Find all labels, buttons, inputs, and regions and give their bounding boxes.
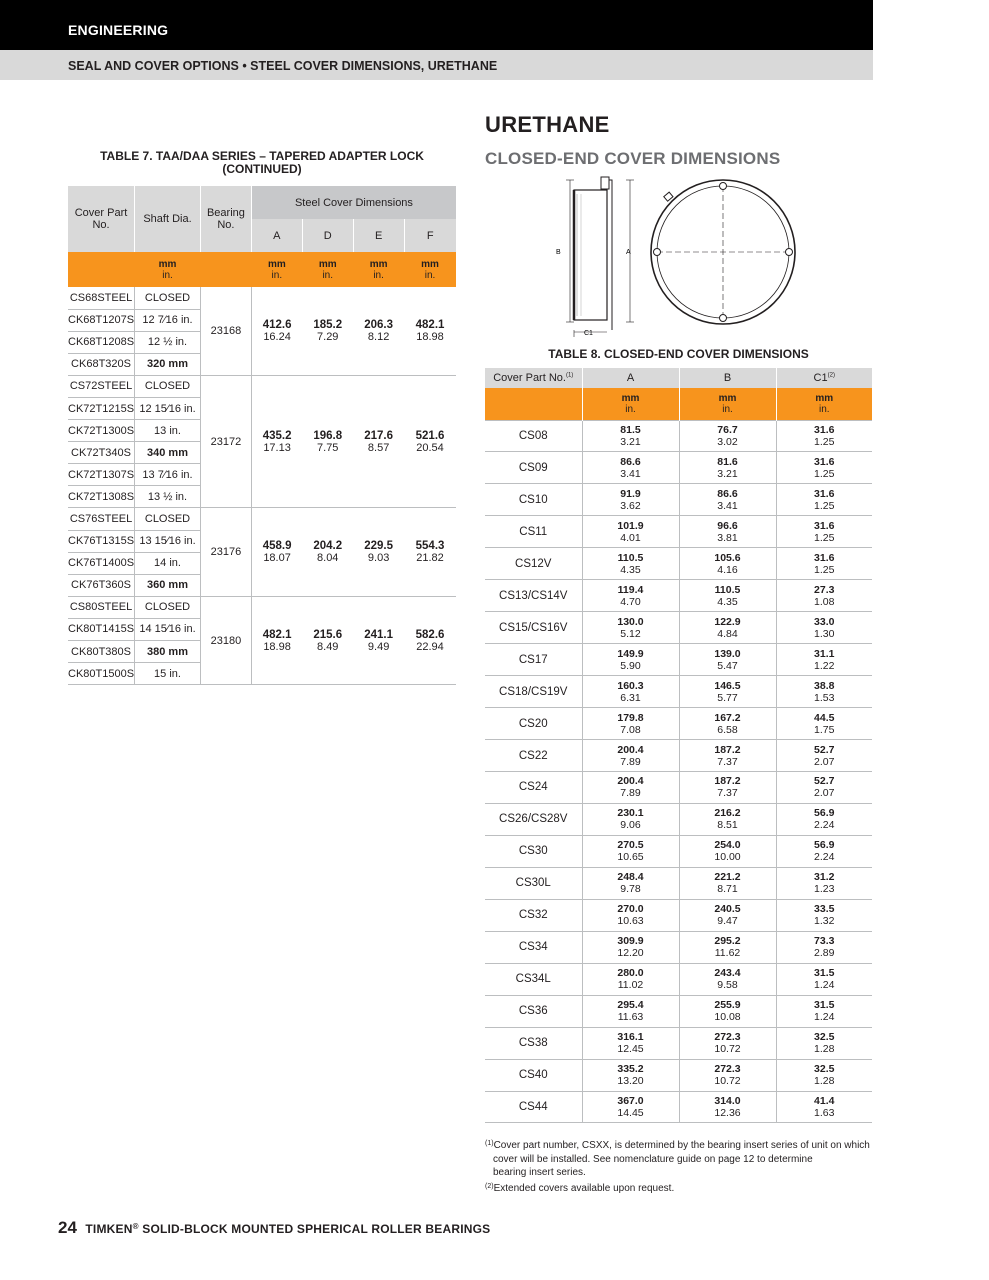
t7-shaft-dia: 360 mm — [135, 574, 201, 596]
t8-dim-a: 270.0 10.63 — [582, 899, 679, 931]
t8-cover-part: CS34L — [485, 963, 582, 995]
t8-row — [485, 548, 872, 580]
t8-dim-b: 146.5 5.77 — [679, 676, 776, 708]
t8-dim-a: 149.9 5.90 — [582, 644, 679, 676]
t7-cover-part: CK76T360S — [68, 574, 135, 596]
t8-row — [485, 420, 872, 452]
t8-dim-b: 139.0 5.47 — [679, 644, 776, 676]
t7-unit-blank — [68, 252, 135, 287]
t7-bearing-no: 23172 — [200, 375, 251, 508]
t7-row — [68, 375, 456, 397]
t7-cover-part: CS76STEEL — [68, 508, 135, 530]
subtitle-bar — [0, 50, 873, 80]
t8-dim-a: 86.6 3.41 — [582, 452, 679, 484]
t8-dim-c1: 31.6 1.25 — [776, 516, 872, 548]
subtitle-label: SEAL AND COVER OPTIONS • STEEL COVER DIMENSIONS, URETHANE — [68, 59, 498, 73]
t7-bearing-no: 23176 — [200, 508, 251, 596]
t8-dim-b: 216.2 8.51 — [679, 803, 776, 835]
t7-unit-e: mm in. — [353, 252, 404, 287]
t7-cover-part: CS68STEEL — [68, 287, 135, 309]
cover-diagram — [540, 172, 825, 337]
t8-row — [485, 612, 872, 644]
t7-header-d: D — [302, 219, 353, 252]
t8-unit-a: mm in. — [582, 388, 679, 420]
t8-dim-a: 335.2 13.20 — [582, 1059, 679, 1091]
t8-cover-part: CS30L — [485, 867, 582, 899]
t8-unit-blank — [485, 388, 582, 420]
t7-unit-a: mm in. — [251, 252, 302, 287]
t7-header-shaft: Shaft Dia. — [135, 186, 201, 252]
t8-dim-a: 200.4 7.89 — [582, 740, 679, 772]
diagram-label-c1: C1 — [584, 330, 593, 337]
t7-shaft-dia: 15 in. — [135, 663, 201, 685]
t8-dim-b: 187.2 7.37 — [679, 740, 776, 772]
t8-dim-c1: 31.1 1.22 — [776, 644, 872, 676]
footnote-2: $^{(2)}$Extended covers available upon request. — [485, 1182, 675, 1194]
t8-cover-part: CS18/CS19V — [485, 676, 582, 708]
t8-cover-part: CS15/CS16V — [485, 612, 582, 644]
section-header-bar — [0, 0, 873, 50]
t8-cover-part: CS30 — [485, 835, 582, 867]
t8-cover-part: CS24 — [485, 771, 582, 803]
diagram-label-a: A — [626, 249, 631, 256]
t8-cover-part: CS10 — [485, 484, 582, 516]
t7-dim-f: 482.1 18.98 — [404, 287, 456, 375]
footnote-1: $^{(1)}$Cover part number, CSXX, is determined by the bearing insert series of unit on which — [485, 1140, 870, 1151]
t7-cover-part: CK72T340S — [68, 442, 135, 464]
t8-dim-b: 314.0 12.36 — [679, 1091, 776, 1123]
t7-dim-f: 554.3 21.82 — [404, 508, 456, 596]
t7-shaft-dia: CLOSED — [135, 287, 201, 309]
t7-dim-e: 206.3 8.12 — [353, 287, 404, 375]
section-label: ENGINEERING — [68, 22, 169, 38]
t8-cover-part: CS40 — [485, 1059, 582, 1091]
t8-cover-part: CS34 — [485, 931, 582, 963]
t8-cover-part: CS26/CS28V — [485, 803, 582, 835]
t8-dim-c1: 31.5 1.24 — [776, 995, 872, 1027]
t8-row — [485, 835, 872, 867]
t7-shaft-dia: 14 15⁄16 in. — [135, 618, 201, 640]
footnotes — [485, 1137, 880, 1195]
t8-dim-b: 255.9 10.08 — [679, 995, 776, 1027]
t8-row — [485, 452, 872, 484]
t8-dim-b: 221.2 8.71 — [679, 867, 776, 899]
t7-shaft-dia: 12 ½ in. — [135, 331, 201, 353]
t8-dim-b: 254.0 10.00 — [679, 835, 776, 867]
t8-dim-c1: 31.6 1.25 — [776, 452, 872, 484]
table7-caption-line1: TABLE 7. TAA/DAA SERIES – TAPERED ADAPTER LOCK — [100, 149, 424, 163]
t7-body — [68, 287, 456, 685]
t8-row — [485, 867, 872, 899]
t8-dim-b: 167.2 6.58 — [679, 708, 776, 740]
t8-dim-c1: 56.9 2.24 — [776, 803, 872, 835]
t7-header-f: F — [404, 219, 456, 252]
t7-header-e: E — [353, 219, 404, 252]
t8-dim-a: 101.9 4.01 — [582, 516, 679, 548]
t8-dim-c1: 27.3 1.08 — [776, 580, 872, 612]
t8-row — [485, 676, 872, 708]
t8-dim-c1: 31.6 1.25 — [776, 484, 872, 516]
t8-dim-a: 130.0 5.12 — [582, 612, 679, 644]
t8-unit-b: mm in. — [679, 388, 776, 420]
t7-dim-e: 241.1 9.49 — [353, 596, 404, 684]
t7-dim-a: 482.1 18.98 — [251, 596, 302, 684]
t8-dim-a: 367.0 14.45 — [582, 1091, 679, 1123]
t7-cover-part: CK72T1300S — [68, 420, 135, 442]
t8-dim-c1: 32.5 1.28 — [776, 1059, 872, 1091]
t8-row — [485, 708, 872, 740]
t7-dim-e: 229.5 9.03 — [353, 508, 404, 596]
t8-row — [485, 516, 872, 548]
t8-dim-b: 105.6 4.16 — [679, 548, 776, 580]
t8-row — [485, 484, 872, 516]
table8 — [485, 368, 872, 1123]
t7-bearing-no: 23168 — [200, 287, 251, 375]
t8-dim-c1: 52.7 2.07 — [776, 771, 872, 803]
t7-cover-part: CK80T1500S — [68, 663, 135, 685]
t8-dim-a: 309.9 12.20 — [582, 931, 679, 963]
t8-dim-a: 200.4 7.89 — [582, 771, 679, 803]
t8-dim-c1: 38.8 1.53 — [776, 676, 872, 708]
t7-shaft-dia: 13 7⁄16 in. — [135, 464, 201, 486]
t8-dim-b: 110.5 4.35 — [679, 580, 776, 612]
t7-dim-a: 435.2 17.13 — [251, 375, 302, 508]
t7-header-bearing: Bearing No. — [200, 186, 251, 252]
t7-shaft-dia: CLOSED — [135, 508, 201, 530]
t8-cover-part: CS11 — [485, 516, 582, 548]
t8-cover-part: CS09 — [485, 452, 582, 484]
t8-dim-a: 160.3 6.31 — [582, 676, 679, 708]
t8-dim-b: 295.2 11.62 — [679, 931, 776, 963]
t7-cover-part: CS72STEEL — [68, 375, 135, 397]
t8-dim-c1: 31.2 1.23 — [776, 867, 872, 899]
t8-dim-b: 86.6 3.41 — [679, 484, 776, 516]
t8-dim-a: 81.5 3.21 — [582, 420, 679, 452]
t8-dim-b: 96.6 3.81 — [679, 516, 776, 548]
t8-dim-b: 81.6 3.21 — [679, 452, 776, 484]
t8-cover-part: CS13/CS14V — [485, 580, 582, 612]
t7-shaft-dia: CLOSED — [135, 375, 201, 397]
t8-dim-b: 122.9 4.84 — [679, 612, 776, 644]
page-number: 24 — [58, 1218, 77, 1237]
t7-row — [68, 596, 456, 618]
t8-cover-part: CS08 — [485, 420, 582, 452]
t7-cover-part: CK80T380S — [68, 641, 135, 663]
t7-cover-part: CK72T1308S — [68, 486, 135, 508]
t8-cover-part: CS32 — [485, 899, 582, 931]
t8-dim-c1: 31.6 1.25 — [776, 548, 872, 580]
t7-header-steel-group: Steel Cover Dimensions — [251, 186, 456, 219]
t7-shaft-dia: 320 mm — [135, 353, 201, 375]
t7-unit-shaft: mm in. — [135, 252, 201, 287]
t7-row — [68, 508, 456, 530]
t8-cover-part: CS17 — [485, 644, 582, 676]
t8-dim-c1: 31.5 1.24 — [776, 963, 872, 995]
t8-dim-a: 280.0 11.02 — [582, 963, 679, 995]
t7-cover-part: CK68T1207S — [68, 309, 135, 331]
t7-dim-d: 185.2 7.29 — [302, 287, 353, 375]
page-title: URETHANE — [485, 112, 610, 137]
t8-cover-part: CS20 — [485, 708, 582, 740]
t8-cover-part: CS22 — [485, 740, 582, 772]
t7-cover-part: CK76T1400S — [68, 552, 135, 574]
page-subtitle: CLOSED-END COVER DIMENSIONS — [485, 149, 781, 168]
t7-shaft-dia: 13 ½ in. — [135, 486, 201, 508]
footnote-1-line2: cover will be installed. See nomenclature guide on page 12 to determine — [493, 1153, 813, 1165]
t8-dim-c1: 52.7 2.07 — [776, 740, 872, 772]
t7-shaft-dia: 12 7⁄16 in. — [135, 309, 201, 331]
t8-cover-part: CS44 — [485, 1091, 582, 1123]
t8-body — [485, 420, 872, 1123]
t8-row — [485, 899, 872, 931]
t7-bearing-no: 23180 — [200, 596, 251, 684]
t7-cover-part: CK76T1315S — [68, 530, 135, 552]
t7-dim-a: 458.9 18.07 — [251, 508, 302, 596]
t8-dim-c1: 56.9 2.24 — [776, 835, 872, 867]
t8-dim-b: 272.3 10.72 — [679, 1059, 776, 1091]
t8-row — [485, 1059, 872, 1091]
t7-header-cover: Cover Part No. — [68, 186, 135, 252]
t8-row — [485, 644, 872, 676]
t8-row — [485, 771, 872, 803]
footer-title: TIMKEN® SOLID-BLOCK MOUNTED SPHERICAL ROLLER BEARINGS — [85, 1222, 491, 1236]
t7-cover-part: CK72T1307S — [68, 464, 135, 486]
t8-dim-a: 91.9 3.62 — [582, 484, 679, 516]
t7-shaft-dia: 13 in. — [135, 420, 201, 442]
t8-dim-c1: 73.3 2.89 — [776, 931, 872, 963]
t8-dim-a: 119.4 4.70 — [582, 580, 679, 612]
t8-dim-a: 110.5 4.35 — [582, 548, 679, 580]
t8-dim-b: 240.5 9.47 — [679, 899, 776, 931]
t7-unit-d: mm in. — [302, 252, 353, 287]
t7-dim-a: 412.6 16.24 — [251, 287, 302, 375]
t8-row — [485, 995, 872, 1027]
t8-header-c1: C1$^{(2)}$ — [776, 368, 872, 388]
t8-cover-part: CS12V — [485, 548, 582, 580]
t8-row — [485, 963, 872, 995]
t8-dim-a: 316.1 12.45 — [582, 1027, 679, 1059]
t7-shaft-dia: 340 mm — [135, 442, 201, 464]
t7-cover-part: CK72T1215S — [68, 397, 135, 419]
table7-caption — [68, 150, 456, 176]
t7-dim-d: 215.6 8.49 — [302, 596, 353, 684]
t7-dim-d: 196.8 7.75 — [302, 375, 353, 508]
t7-shaft-dia: 380 mm — [135, 641, 201, 663]
table7 — [68, 186, 456, 685]
t7-shaft-dia: 13 15⁄16 in. — [135, 530, 201, 552]
t8-row — [485, 931, 872, 963]
t8-dim-c1: 32.5 1.28 — [776, 1027, 872, 1059]
t8-dim-a: 248.4 9.78 — [582, 867, 679, 899]
t8-header-b: B — [679, 368, 776, 388]
t7-dim-f: 582.6 22.94 — [404, 596, 456, 684]
footnote-1-line3: bearing insert series. — [493, 1167, 586, 1178]
t8-row — [485, 1027, 872, 1059]
t8-dim-a: 179.8 7.08 — [582, 708, 679, 740]
t8-dim-b: 272.3 10.72 — [679, 1027, 776, 1059]
t7-row — [68, 287, 456, 309]
t7-shaft-dia: 14 in. — [135, 552, 201, 574]
table8-caption: TABLE 8. CLOSED-END COVER DIMENSIONS — [548, 347, 809, 361]
diagram-label-b: B — [556, 249, 561, 256]
t8-header-a: A — [582, 368, 679, 388]
t7-header-a: A — [251, 219, 302, 252]
t8-dim-c1: 44.5 1.75 — [776, 708, 872, 740]
t8-unit-c1: mm in. — [776, 388, 872, 420]
t8-row — [485, 580, 872, 612]
t8-dim-b: 76.7 3.02 — [679, 420, 776, 452]
page-footer — [58, 1218, 490, 1238]
t8-row — [485, 740, 872, 772]
t7-shaft-dia: CLOSED — [135, 596, 201, 618]
t7-cover-part: CS80STEEL — [68, 596, 135, 618]
table7-caption-line2: (CONTINUED) — [222, 162, 302, 176]
t8-row — [485, 1091, 872, 1123]
t8-dim-a: 295.4 11.63 — [582, 995, 679, 1027]
t8-dim-c1: 33.5 1.32 — [776, 899, 872, 931]
t8-header-part: Cover Part No.$^{(1)}$ — [485, 368, 582, 388]
t8-dim-c1: 33.0 1.30 — [776, 612, 872, 644]
t8-cover-part: CS36 — [485, 995, 582, 1027]
t8-dim-b: 243.4 9.58 — [679, 963, 776, 995]
t8-dim-a: 270.5 10.65 — [582, 835, 679, 867]
t8-row — [485, 803, 872, 835]
t7-cover-part: CK80T1415S — [68, 618, 135, 640]
t7-unit-blank2 — [200, 252, 251, 287]
t8-dim-b: 187.2 7.37 — [679, 771, 776, 803]
t8-dim-c1: 41.4 1.63 — [776, 1091, 872, 1123]
t7-dim-e: 217.6 8.57 — [353, 375, 404, 508]
t8-cover-part: CS38 — [485, 1027, 582, 1059]
t7-cover-part: CK68T1208S — [68, 331, 135, 353]
t7-cover-part: CK68T320S — [68, 353, 135, 375]
t7-dim-f: 521.6 20.54 — [404, 375, 456, 508]
t8-dim-c1: 31.6 1.25 — [776, 420, 872, 452]
t8-dim-a: 230.1 9.06 — [582, 803, 679, 835]
t7-unit-f: mm in. — [404, 252, 456, 287]
t7-shaft-dia: 12 15⁄16 in. — [135, 397, 201, 419]
t7-dim-d: 204.2 8.04 — [302, 508, 353, 596]
